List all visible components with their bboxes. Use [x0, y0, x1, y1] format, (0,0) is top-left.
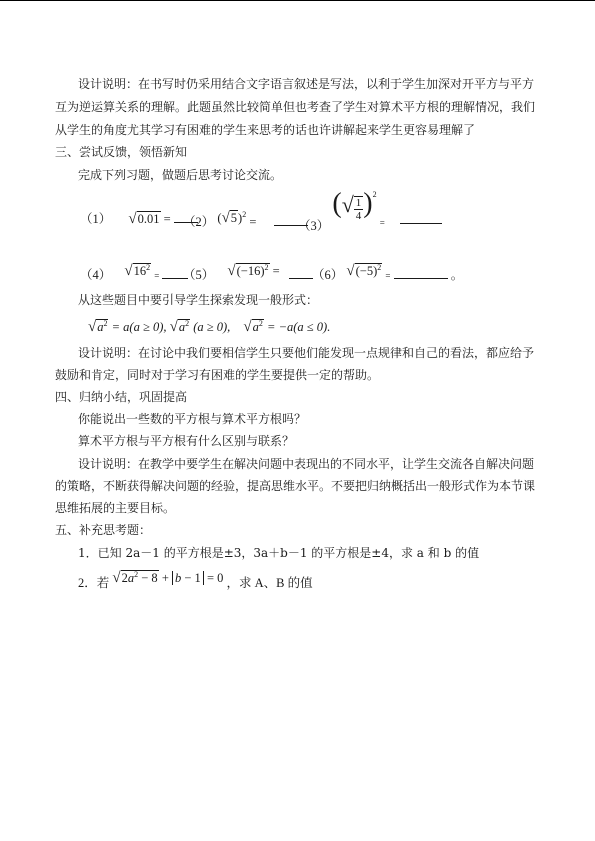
- exercise-5: （5） $√(-16)^2$ =: [183, 263, 313, 284]
- section-4-note-line-1: 设计说明：在教学中要学生在解决问题中表现出的不同水平，让学生交流各自解决问题: [78, 457, 535, 471]
- sqrt-symbol: $√a^2$: [169, 319, 190, 336]
- sqrt-symbol: $√(-16)^2$: [227, 263, 269, 280]
- design-note-1-line-1: 设计说明：在书写时仍采用结合文字语言叙述是写法，以利于学生加深对开平方与平方: [78, 77, 535, 91]
- exercise-2: （2） $(√5)^2$ =: [183, 210, 308, 231]
- section-4-heading: 四、归纳小结，巩固提高: [55, 390, 188, 404]
- design-note-1-line-2: 互为逆运算关系的理解。此题虽然比较简单但也考查了学生对算术平方根的理解情况，我们: [55, 100, 536, 114]
- section-4-note-line-2: 的策略，不断获得解决问题的经验，提高思维水平。不要把归纳概括出一般形式作为本节课: [55, 479, 536, 493]
- problem-1: 1．已知 2a－1 的平方根是±3，3a＋b－1 的平方根是±4，求 a 和 b 的值: [78, 546, 480, 560]
- exercise-1: （1） √0.01 =: [80, 210, 198, 228]
- sqrt-symbol: $√(-5)^2$: [346, 263, 382, 280]
- answer-blank-3[interactable]: [400, 211, 442, 224]
- general-formula: $√a^2 = a(a \ge 0)$, $√a^2$ (a ≥ 0), $√a^2 = -a(a \le 0)$.: [88, 315, 330, 336]
- sqrt-symbol: $√16^2$: [124, 263, 151, 280]
- section-3-guide: 从这些题目中要引导学生探索发现一般形式：: [78, 293, 319, 307]
- section-4-question-2: 算术平方根与平方根有什么区别与联系？: [78, 434, 295, 448]
- sqrt-symbol: $√a^2$: [243, 319, 263, 336]
- exercise-4: （4） $√16^2$ =: [80, 263, 188, 285]
- answer-blank-6[interactable]: [394, 266, 448, 279]
- design-note-1-line-3: 从学生的角度尤其学习有困难的学生来思考的话也许讲解起来学生更容易理解了: [55, 123, 476, 137]
- sqrt-symbol: √ $\frac{1}{4}$: [341, 192, 362, 223]
- sqrt-symbol: $√2a^2 - 8$: [112, 570, 158, 587]
- section-5-heading: 五、补充思考题：: [55, 523, 152, 537]
- exercise-6: （6） $√(-5)^2$ = 。: [312, 263, 463, 285]
- exercise-3: （3） (√ $\frac{1}{4}$ )$^2$ $_=$: [298, 192, 442, 222]
- top-border-line: [0, 0, 595, 1]
- section-3-intro: 完成下列习题，做题后思考讨论交流。: [78, 168, 283, 182]
- sqrt-symbol: $√a^2$: [88, 319, 108, 336]
- section-4-note-line-3: 思维拓展的主要目标。: [55, 501, 176, 515]
- section-3-heading: 三、尝试反馈，领悟新知: [55, 145, 188, 159]
- section-4-question-1: 你能说出一些数的平方根与算术平方根吗？: [78, 412, 307, 426]
- answer-blank-5[interactable]: [289, 266, 313, 279]
- design-note-2-line-2: 鼓励和肯定，同时对于学习有困难的学生要提供一定的帮助。: [55, 368, 380, 382]
- problem-2: 2．若 $√2a^2 - 8 + b - 1 = 0$ ，求 A、B 的值: [78, 571, 313, 592]
- design-note-2-line-1: 设计说明：在讨论中我们要相信学生只要他们能发现一点规律和自己的看法，都应给予: [78, 346, 535, 360]
- sqrt-symbol: √5: [221, 210, 238, 227]
- sqrt-symbol: √0.01: [128, 211, 160, 227]
